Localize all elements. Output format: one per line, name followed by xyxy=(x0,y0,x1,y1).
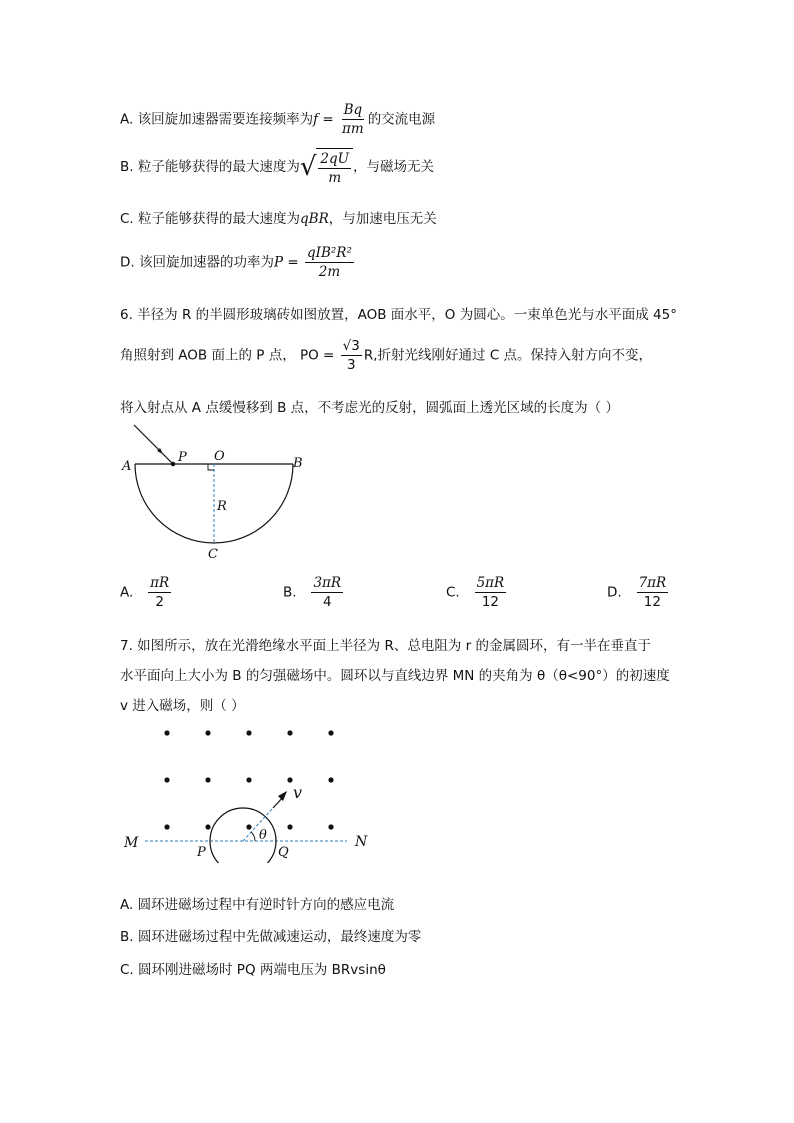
q6-stem-line1: 6. 半径为 R 的半圆形玻璃砖如图放置，AOB 面水平，O 为圆心。一束单色光与水平面成 45° xyxy=(120,307,677,323)
right-angle-mark xyxy=(208,464,214,470)
field-dot xyxy=(287,777,292,782)
field-dot xyxy=(328,824,333,829)
point-p xyxy=(171,462,176,467)
field-dot xyxy=(287,824,292,829)
magnetic-field-figure xyxy=(115,718,385,863)
label-n: N xyxy=(355,834,368,850)
fraction: $\frac{7\pi R}{12}$ xyxy=(638,575,667,610)
field-dot xyxy=(246,824,251,829)
q5-option-c[interactable]: C. 粒子能够获得的最大速度为qBR，与加速电压无关 xyxy=(120,211,437,227)
label-theta: θ xyxy=(259,828,267,843)
q7-option-b[interactable]: B. 圆环进磁场过程中先做减速运动，最终速度为零 xyxy=(120,929,422,945)
field-dot xyxy=(246,730,251,735)
semicircle-figure xyxy=(115,420,315,565)
q7-option-c[interactable]: C. 圆环刚进磁场时 PQ 两端电压为 BRvsinθ xyxy=(120,962,386,978)
fraction: $\frac{\text{qIB²R²}}{2m}$ xyxy=(306,245,352,280)
field-dot xyxy=(328,730,333,735)
label-r: R xyxy=(217,499,227,514)
field-dot xyxy=(246,777,251,782)
q6-option-a[interactable]: A. $\frac{\pi R}{2}$ xyxy=(120,575,170,610)
fraction: $\frac{√3}{3}$ xyxy=(342,338,360,373)
q6-option-b[interactable]: B. $\frac{3\pi R}{4}$ xyxy=(283,575,342,610)
angle-arc xyxy=(251,832,255,841)
field-dot xyxy=(164,824,169,829)
arrow-icon xyxy=(278,791,287,801)
q6-stem-line3: 将入射点从 A 点缓慢移到 B 点，不考虑光的反射，圆弧面上透光区域的长度为（ ） xyxy=(120,400,619,416)
magnetic-field-dots xyxy=(164,730,333,829)
fraction: $\frac{\pi R}{2}$ xyxy=(150,575,170,610)
q6-option-d[interactable]: D. $\frac{7\pi R}{12}$ xyxy=(607,575,667,610)
field-dot xyxy=(164,777,169,782)
label-p: P xyxy=(178,450,187,465)
label-v: v xyxy=(293,783,303,802)
incident-ray xyxy=(134,425,172,463)
q7-stem-line2: 水平面向上大小为 B 的匀强磁场中。圆环以与直线边界 MN 的夹角为 θ（θ<90°）的初速度 xyxy=(120,668,670,684)
label-q: Q xyxy=(278,845,289,860)
label-o: O xyxy=(214,449,225,464)
field-dot xyxy=(205,777,210,782)
field-dot xyxy=(328,777,333,782)
q5-option-d[interactable]: D. 该回旋加速器的功率为P = $\frac{\text{qIB²R²}}{2m}$ xyxy=(120,245,352,280)
q6-option-c[interactable]: C. $\frac{5\pi R}{12}$ xyxy=(446,575,505,610)
q5-option-a[interactable]: A. 该回旋加速器需要连接频率为f = $\frac{Bq}{\pi m}$ 的交流电源 xyxy=(120,102,436,137)
label-b: B xyxy=(293,456,303,471)
square-root: √ $\frac{2qU}{m}$ xyxy=(300,148,353,186)
q7-stem-line3: v 进入磁场，则（ ） xyxy=(120,698,245,714)
label-m: M xyxy=(124,835,139,851)
q7-stem-line1: 7. 如图所示，放在光滑绝缘水平面上半径为 R、总电阻为 r 的金属圆环，有一半在垂直于 xyxy=(120,638,651,654)
field-dot xyxy=(164,730,169,735)
field-dot xyxy=(205,824,210,829)
q7-option-a[interactable]: A. 圆环进磁场过程中有逆时针方向的感应电流 xyxy=(120,897,395,913)
label-p: P xyxy=(197,845,206,860)
field-dot xyxy=(205,730,210,735)
label-c: C xyxy=(208,547,218,562)
label-a: A xyxy=(122,459,132,474)
fraction: $\frac{5\pi R}{12}$ xyxy=(476,575,505,610)
fraction: $\frac{3\pi R}{4}$ xyxy=(313,575,342,610)
q6-stem-line2: 角照射到 AOB 面上的 P 点， PO = $\frac{√3}{3}$ R,折射光线刚好通过 C 点。保持入射方向不变， xyxy=(120,338,653,373)
velocity-dashed xyxy=(243,808,273,841)
fraction: $\frac{Bq}{\pi m}$ xyxy=(342,102,364,137)
q5-option-b[interactable]: B. 粒子能够获得的最大速度为 √ $\frac{2qU}{m}$ ，与磁场无关 xyxy=(120,148,434,186)
field-dot xyxy=(287,730,292,735)
